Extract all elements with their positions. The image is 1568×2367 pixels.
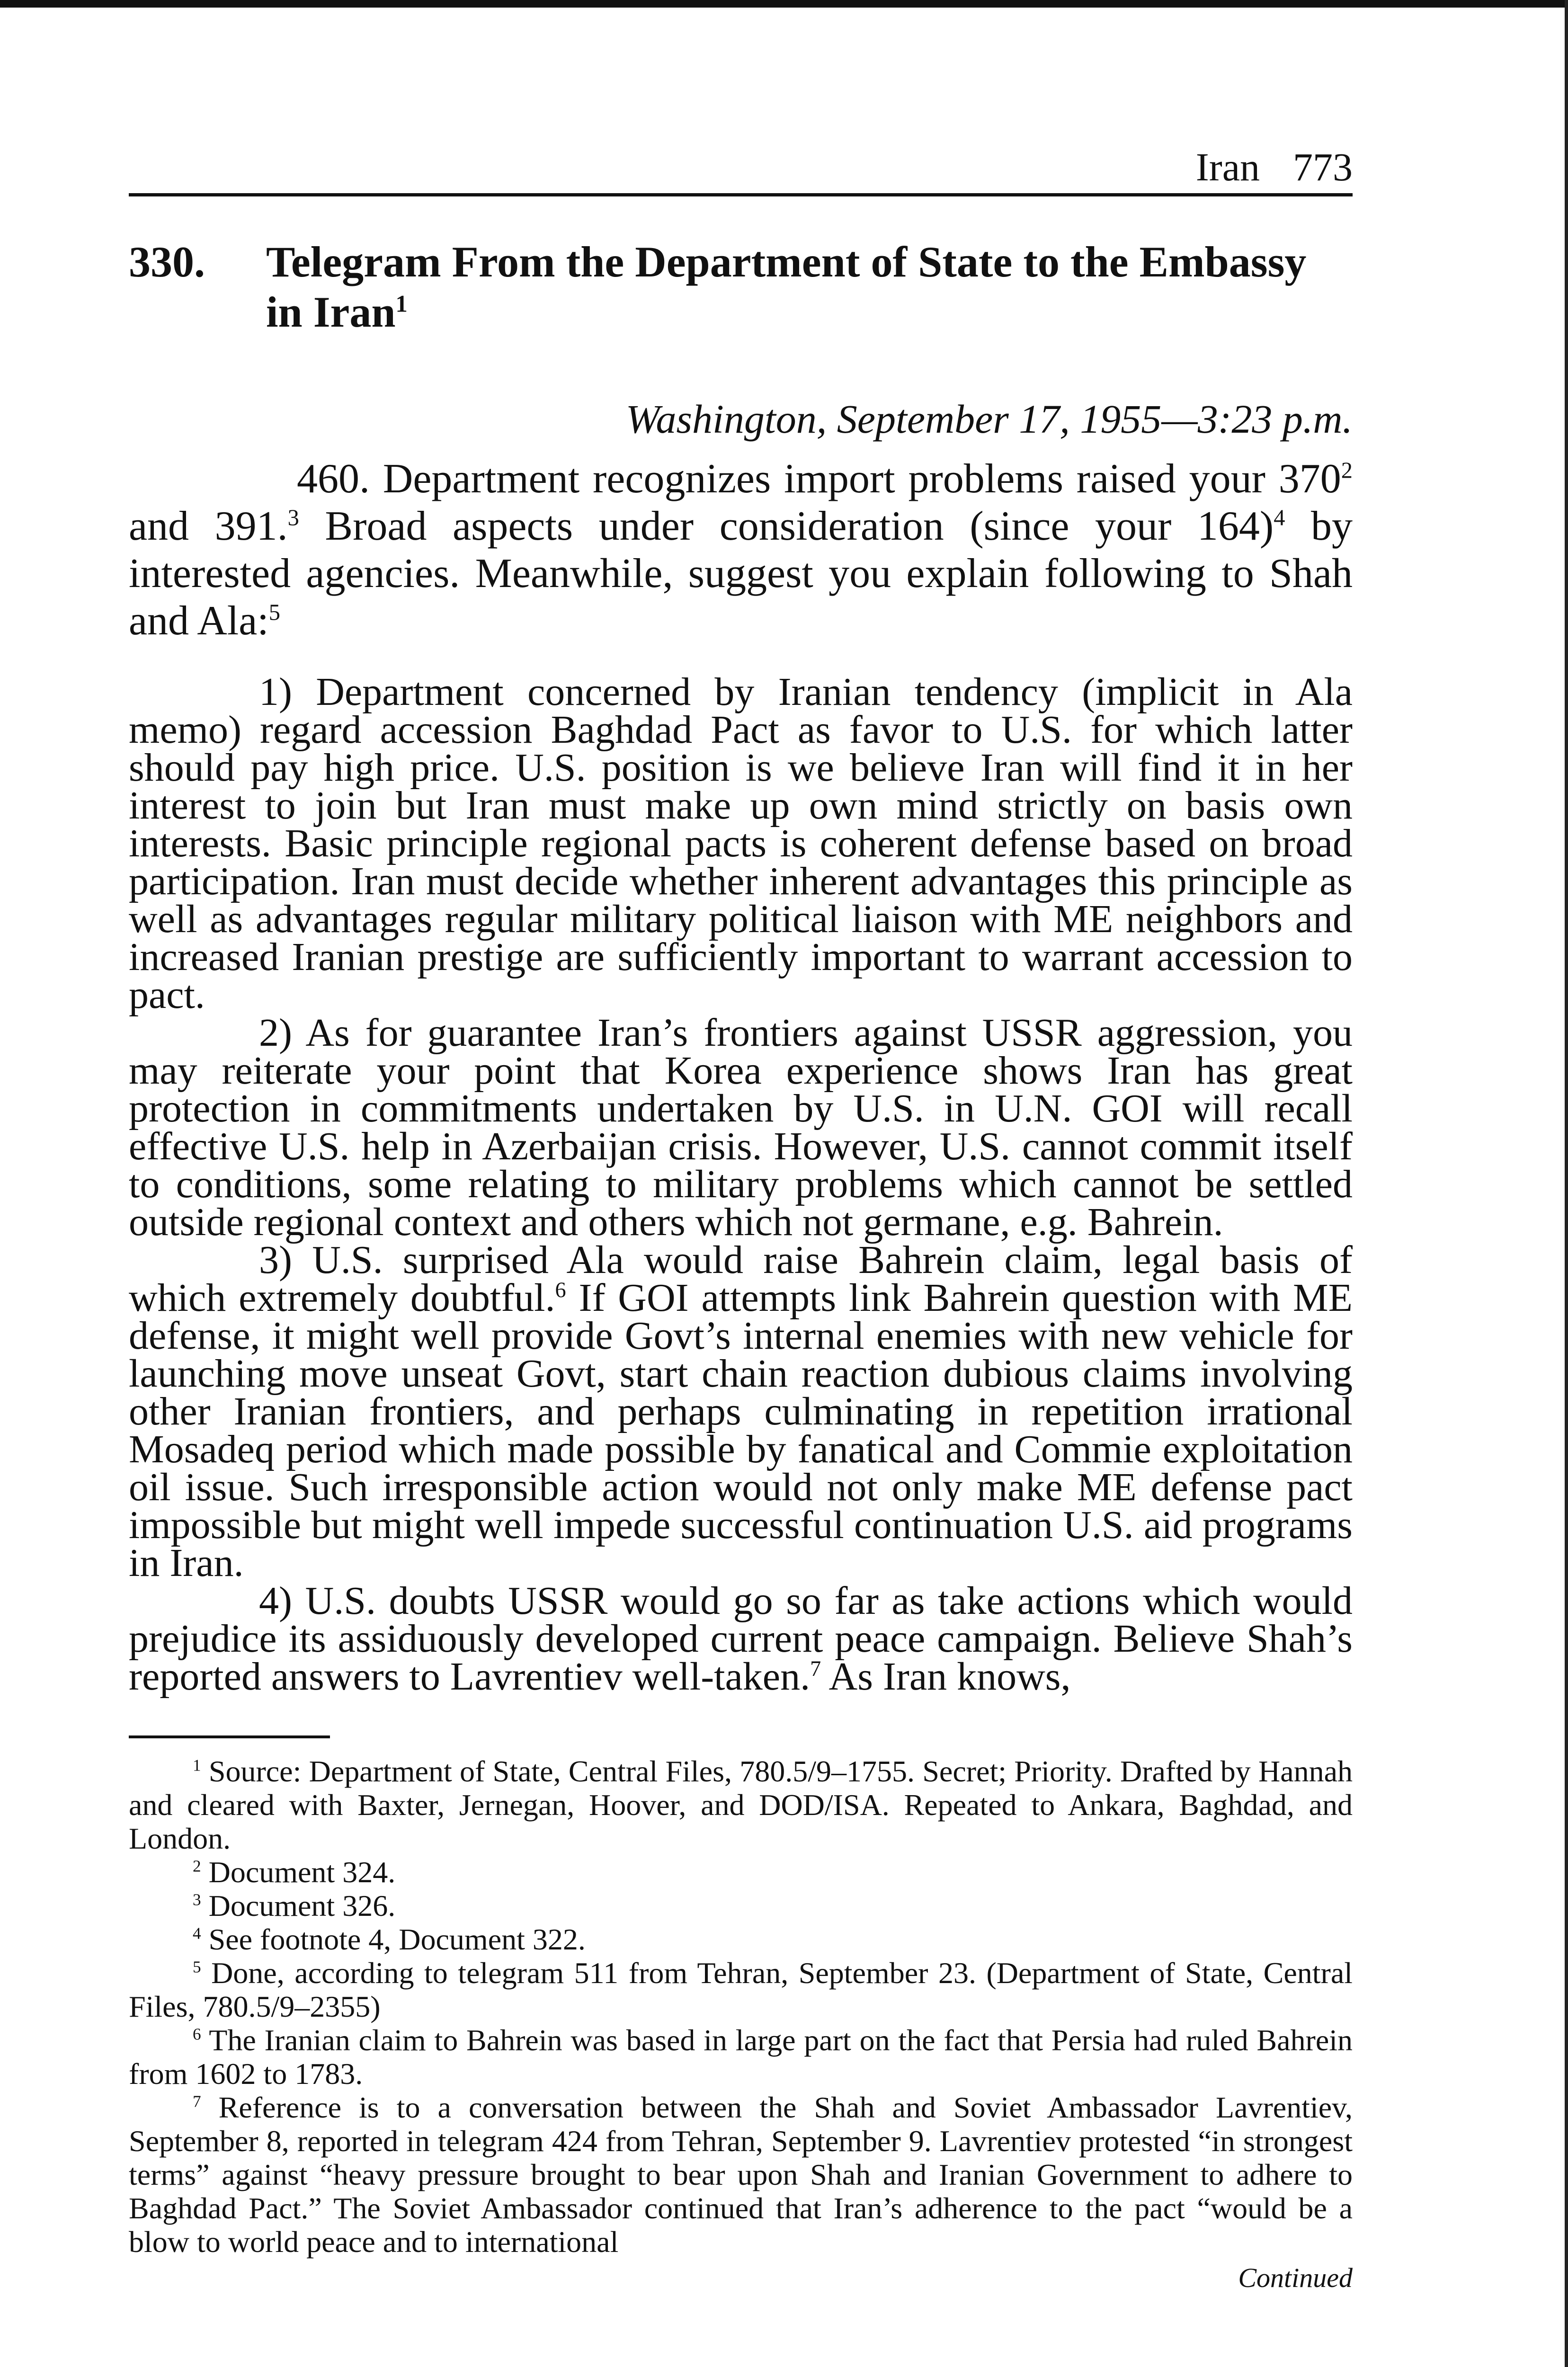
document-heading xyxy=(129,237,1353,337)
point-3-text: 3) U.S. surprised Ala would raise Bahrein claim, legal basis of which extremely doubtful. xyxy=(129,1238,1353,1320)
intro-text: Broad aspects under consideration (since your 164) xyxy=(299,503,1274,549)
point-4-paragraph xyxy=(129,1579,1353,1699)
footnote-ref: 4 xyxy=(1274,505,1285,531)
footnote-ref: 6 xyxy=(555,1278,566,1302)
footnote-4 xyxy=(129,1922,1353,1956)
page-number: 773 xyxy=(1293,145,1353,189)
footnote-mark: 2 xyxy=(193,1857,201,1876)
footnote-text: Reference is to a conversation between the Shah and Soviet Ambassador Lavrentiev, September 8, reported in telegram 424 from Tehran, September 9. Lavrentiev protested “in strongest terms” against “heavy pressure brought to bear upon Shah and Iranian Government to adhere to Baghdad Pact.” The Soviet Ambassador continued that Iran’s adherence to the pact “would be a blow to world peace and to international xyxy=(129,2091,1353,2259)
footnote-ref: 3 xyxy=(287,505,299,531)
footnote-mark: 4 xyxy=(193,1924,201,1943)
point-4-text: As Iran knows, xyxy=(821,1655,1071,1699)
point-4-text: 4) U.S. doubts USSR would go so far as take actions which would prejudice its assiduously developed current peace campaign. Believe Shah’s reported answers to Lavrentiev well-taken. xyxy=(129,1579,1353,1699)
footnote-7 xyxy=(129,2091,1353,2259)
continued-label: Continued xyxy=(1238,2262,1353,2293)
footnotes xyxy=(129,1754,1353,2259)
footnote-mark: 3 xyxy=(193,1890,201,1909)
footnote-text: Done, according to telegram 511 from Tehran, September 23. (Department of State, Central Files, 780.5/9–2355) xyxy=(129,1956,1353,2023)
point-1-paragraph: 1) Department concerned by Iranian tendency (implicit in Ala memo) regard accession Baghdad Pact as favor to U.S. for which latter should pay high price. U.S. position is we believe Iran will find it in her interest to join but Iran must make up own mind strictly on basis own interests. Basic principle regional pacts is coherent defense based on broad participation. Iran must decide whether inherent advantages this principle as well as advantages regular military political liaison with ME neighbors and increased Iranian prestige are sufficiently important to warrant accession to pact. xyxy=(129,670,1353,1017)
running-head-title: Iran xyxy=(1195,145,1260,189)
footnote-ref: 2 xyxy=(1341,458,1353,483)
footnote-text: See footnote 4, Document 322. xyxy=(201,1922,586,1956)
footnote-ref: 1 xyxy=(395,290,408,317)
footnote-text: The Iranian claim to Bahrein was based in large part on the fact that Persia had ruled Bahrein from 1602 to 1783. xyxy=(129,2023,1353,2091)
point-3-text: If GOI attempts link Bahrein question with ME defense, it might well provide Govt’s internal enemies with new vehicle for launching move unseat Govt, start chain reaction dubious claims involving other Iranian frontiers, and perhaps culminating in repetition irrational Mosadeq period which made possible by fanatical and Commie exploitation oil issue. Such irresponsible action would not only make ME defense pact impossible but might well impede successful continuation U.S. aid programs in Iran. xyxy=(129,1276,1353,1585)
document-title xyxy=(266,237,1336,337)
footnote-ref: 5 xyxy=(268,600,280,625)
footnote-2 xyxy=(129,1855,1353,1889)
scan-top-edge xyxy=(0,0,1568,8)
intro-text: and 391. xyxy=(129,503,288,549)
dateline: Washington, September 17, 1955—3:23 p.m. xyxy=(625,396,1353,442)
footnote-text: Source: Department of State, Central Files, 780.5/9–1755. Secret; Priority. Drafted by Hannah and cleared with Baxter, Jernegan, Hoover, and DOD/ISA. Repeated to Ankara, Baghdad, and London. xyxy=(129,1754,1353,1855)
document-page xyxy=(129,142,1353,2294)
intro-text: by interested agencies. Meanwhile, suggest you explain following to Shah and Ala: xyxy=(129,503,1353,644)
footnote-5 xyxy=(129,1956,1353,2023)
footnote-mark: 5 xyxy=(193,1958,201,1976)
footnote-6 xyxy=(129,2023,1353,2091)
document-title-text: Telegram From the Department of State to the Embassy in Iran xyxy=(266,238,1307,336)
running-head xyxy=(129,142,1353,196)
intro-paragraph xyxy=(129,455,1353,645)
scan-right-edge xyxy=(1565,0,1568,2367)
telegram-body xyxy=(129,455,1353,1699)
intro-text: 460. Department recognizes import problems raised your 370 xyxy=(297,456,1341,502)
document-number: 330. xyxy=(129,238,205,286)
footnote-ref: 7 xyxy=(810,1656,821,1681)
footnote-mark: 1 xyxy=(193,1756,201,1775)
footnote-mark: 7 xyxy=(193,2092,201,2111)
footnote-1 xyxy=(129,1754,1353,1855)
point-2-paragraph: 2) As for guarantee Iran’s frontiers against USSR aggression, you may reiterate your point that Korea experience shows Iran has great protection in commitments undertaken by U.S. in U.N. GOI will recall effective U.S. help in Azerbaijan crisis. However, U.S. cannot commit itself to conditions, some relating to military problems which cannot be settled outside regional context and others which not germane, e.g. Bahrein. xyxy=(129,1011,1353,1244)
point-3-paragraph xyxy=(129,1238,1353,1585)
footnote-text: Document 324. xyxy=(201,1855,396,1889)
footnote-text: Document 326. xyxy=(201,1889,396,1922)
footnote-3 xyxy=(129,1889,1353,1922)
footnote-separator xyxy=(129,1735,330,1738)
footnote-mark: 6 xyxy=(193,2025,201,2044)
